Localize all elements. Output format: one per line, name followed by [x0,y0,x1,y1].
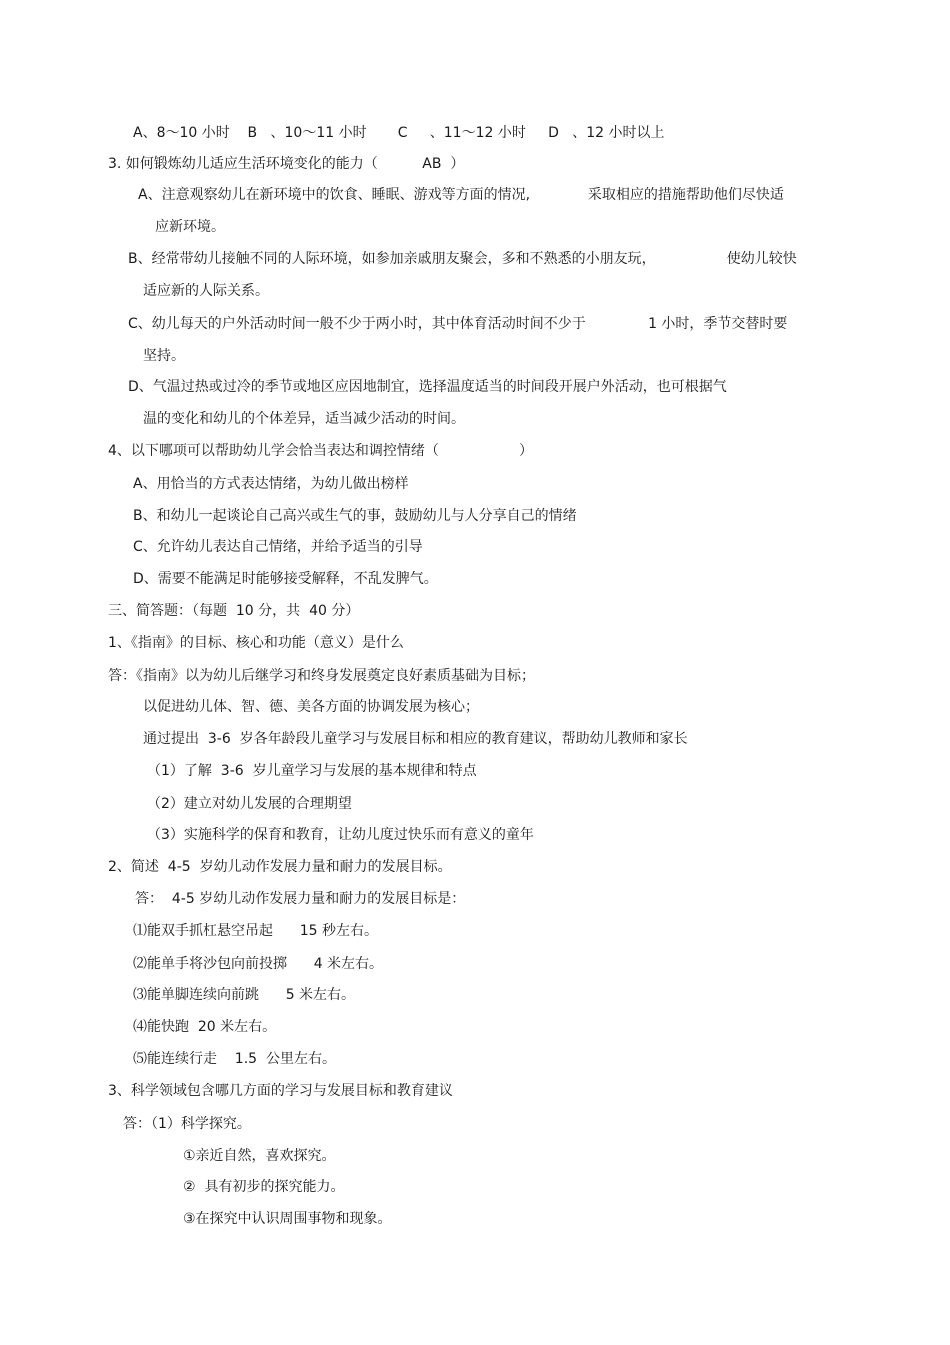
question-3-option-c-cont: 坚持。 [143,348,185,364]
answer-2-item-3: ⑶能单脚连续向前跳 5 米左右。 [133,987,356,1003]
question-3-stem: 3. 如何锻炼幼儿适应生活环境变化的能力（ AB ） [108,156,465,172]
question-4-option-d: D、需要不能满足时能够接受解释，不乱发脾气。 [133,571,438,587]
answer-1-item-1: （1）了解 3-6 岁儿童学习与发展的基本规律和特点 [147,763,477,779]
answer-3-line-1: 答：（1）科学探究。 [123,1116,251,1132]
answer-2-item-1: ⑴能双手抓杠悬空吊起 15 秒左右。 [133,923,378,939]
answer-1-item-3: （3）实施科学的保育和教育，让幼儿度过快乐而有意义的童年 [147,827,534,843]
question-4-stem: 4、以下哪项可以帮助幼儿学会恰当表达和调控情绪（ ） [108,443,534,459]
question-3-option-a-cont: 应新环境。 [155,219,225,235]
question-4-option-c: C、允许幼儿表达自己情绪，并给予适当的引导 [133,539,423,555]
question-3-option-b: B、经常带幼儿接触不同的人际环境，如参加亲戚朋友聚会，多和不熟悉的小朋友玩， 使幼儿较快 [128,251,797,267]
question-4-option-b: B、和幼儿一起谈论自己高兴或生气的事，鼓励幼儿与人分享自己的情绪 [133,508,577,524]
answer-3-item-3: ③在探究中认识周围事物和现象。 [183,1211,392,1227]
answer-2-item-2: ⑵能单手将沙包向前投掷 4 米左右。 [133,956,384,972]
section-heading: 三、简答题：（每题 10 分，共 40 分） [108,603,360,619]
answer-2-item-5: ⑸能连续行走 1.5 公里左右。 [133,1051,336,1067]
question-3-option-a: A、注意观察幼儿在新环境中的饮食、睡眠、游戏等方面的情况, 采取相应的措施帮助他们尽快适 [138,187,784,203]
question-2-options: A、8～10 小时 B 、10～11 小时 C 、11～12 小时 D 、12 小时以上 [133,125,665,141]
answer-3-item-2: ② 具有初步的探究能力。 [183,1179,345,1195]
answer-1-line-2: 以促进幼儿体、智、德、美各方面的协调发展为核心； [143,699,479,715]
short-question-3: 3、科学领域包含哪几方面的学习与发展目标和教育建议 [108,1083,453,1099]
question-4-option-a: A、用恰当的方式表达情绪，为幼儿做出榜样 [133,476,409,492]
answer-1-item-2: （2）建立对幼儿发展的合理期望 [147,796,352,812]
short-question-1: 1、《指南》的目标、核心和功能（意义）是什么 [108,635,404,651]
answer-1-line-1: 答：《指南》以为幼儿后继学习和终身发展奠定良好素质基础为目标； [108,668,535,684]
answer-2-intro: 答： 4-5 岁幼儿动作发展力量和耐力的发展目标是： [135,891,466,907]
question-3-option-d: D、气温过热或过冷的季节或地区应因地制宜，选择温度适当的时间段开展户外活动，也可根据气 [128,379,727,395]
question-3-option-d-cont: 温的变化和幼儿的个体差异，适当减少活动的时间。 [143,411,465,427]
question-3-option-c: C、幼儿每天的户外活动时间一般不少于两小时，其中体育活动时间不少于 1 小时，季节交替时要 [128,316,788,332]
question-3-option-b-cont: 适应新的人际关系。 [143,283,269,299]
short-question-2: 2、简述 4-5 岁幼儿动作发展力量和耐力的发展目标。 [108,859,452,875]
answer-2-item-4: ⑷能快跑 20 米左右。 [133,1019,277,1035]
answer-3-item-1: ①亲近自然，喜欢探究。 [183,1148,336,1164]
answer-1-line-3: 通过提出 3-6 岁各年龄段儿童学习与发展目标和相应的教育建议，帮助幼儿教师和家长 [143,731,688,747]
